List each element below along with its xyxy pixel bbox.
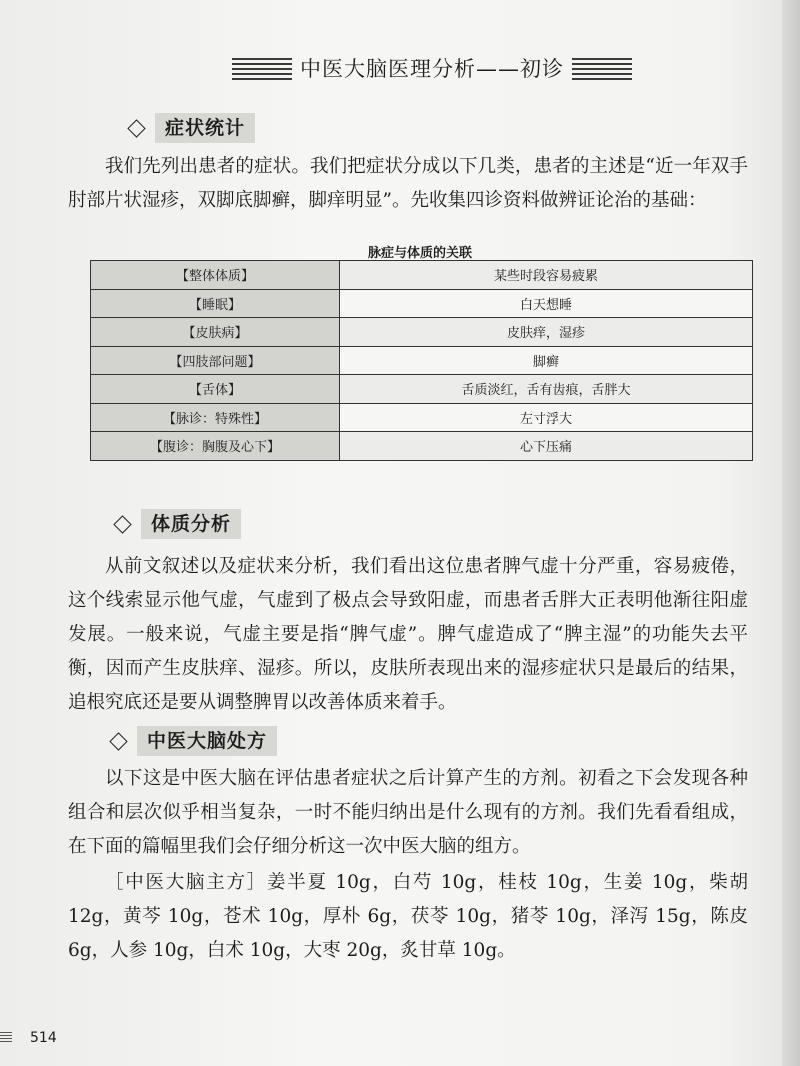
section-label: 中医大脑处方	[137, 726, 277, 756]
table-row	[91, 261, 753, 290]
section-label: 体质分析	[141, 509, 241, 539]
page-title: 中医大脑医理分析——初诊	[300, 57, 564, 81]
symptom-table	[90, 260, 753, 461]
constitution-paragraph: 从前文叙述以及症状来分析，我们看出这位患者脾气虚十分严重，容易疲倦，这个线索显示他气虚，气虚到了极点会导致阳虚，而患者舌胖大正表明他渐往阳虚发展。一般来说，气虚主要是指“脾气虚”。脾气虚造成了“脾主湿”的功能失去平衡，因而产生皮肤痒、湿疹。所以，皮肤所表现出来的湿疹症状只是最后的结果，追根究底还是要从调整脾胃以改善体质来着手。	[68, 556, 748, 713]
table-key: 【整体体质】	[91, 261, 340, 290]
table-row	[91, 318, 753, 347]
table-value: 左寸浮大	[340, 403, 753, 432]
section-heading-constitution	[112, 508, 241, 540]
diamond-bullet-icon	[113, 515, 131, 533]
running-header	[232, 52, 632, 88]
table-caption: 脉症与体质的关联	[367, 246, 472, 261]
table-value: 皮肤痒，湿疹	[340, 318, 753, 347]
table-key: 【皮肤病】	[91, 318, 340, 347]
table-value: 舌质淡红，舌有齿痕，舌胖大	[340, 375, 753, 404]
table-key: 【舌体】	[91, 375, 340, 404]
diamond-bullet-icon	[109, 732, 127, 750]
header-rule-left	[232, 58, 292, 80]
table-row	[91, 346, 753, 375]
prescription-paragraph: 以下这是中医大脑在评估患者症状之后计算产生的方剂。初看之下会发现各种组合和层次似乎相当复杂，一时不能归纳出是什么现有的方剂。我们先看看组成，在下面的篇幅里我们会仔细分析这一次中医大脑的组方。	[68, 768, 748, 857]
table-key: 【脉诊：特殊性】	[91, 403, 340, 432]
table-key: 【腹诊：胸腹及心下】	[91, 432, 340, 461]
table-key: 【四肢部问题】	[91, 346, 340, 375]
section-heading-symptoms	[126, 112, 255, 144]
table-row	[91, 432, 753, 461]
section-heading-prescription	[108, 725, 277, 757]
table-row	[91, 289, 753, 318]
formula-paragraph: ［中医大脑主方］姜半夏 10g，白芍 10g，桂枝 10g，生姜 10g，柴胡 12g，黄芩 10g，苍术 10g，厚朴 6g，茯苓 10g，猪苓 10g，泽泻 15g，陈皮 6g，人参 10g，白术 10g，大枣 20g，炙甘草 10g。	[68, 872, 748, 961]
page-edge	[782, 0, 800, 1066]
table-value: 白天想睡	[340, 289, 753, 318]
section-label: 症状统计	[155, 113, 255, 143]
page-number-mark	[0, 1032, 12, 1042]
symptoms-paragraph: 我们先列出患者的症状。我们把症状分成以下几类，患者的主述是“近一年双手肘部片状湿疹，双脚底脚癣，脚痒明显”。先收集四诊资料做辨证论治的基础：	[68, 156, 748, 211]
table-value: 脚癣	[340, 346, 753, 375]
table-value: 心下压痛	[340, 432, 753, 461]
table-row	[91, 403, 753, 432]
table-value: 某些时段容易疲累	[340, 261, 753, 290]
header-rule-right	[572, 58, 632, 80]
table-key: 【睡眠】	[91, 289, 340, 318]
page-number: 514	[30, 1030, 57, 1046]
table-row	[91, 375, 753, 404]
diamond-bullet-icon	[127, 119, 145, 137]
